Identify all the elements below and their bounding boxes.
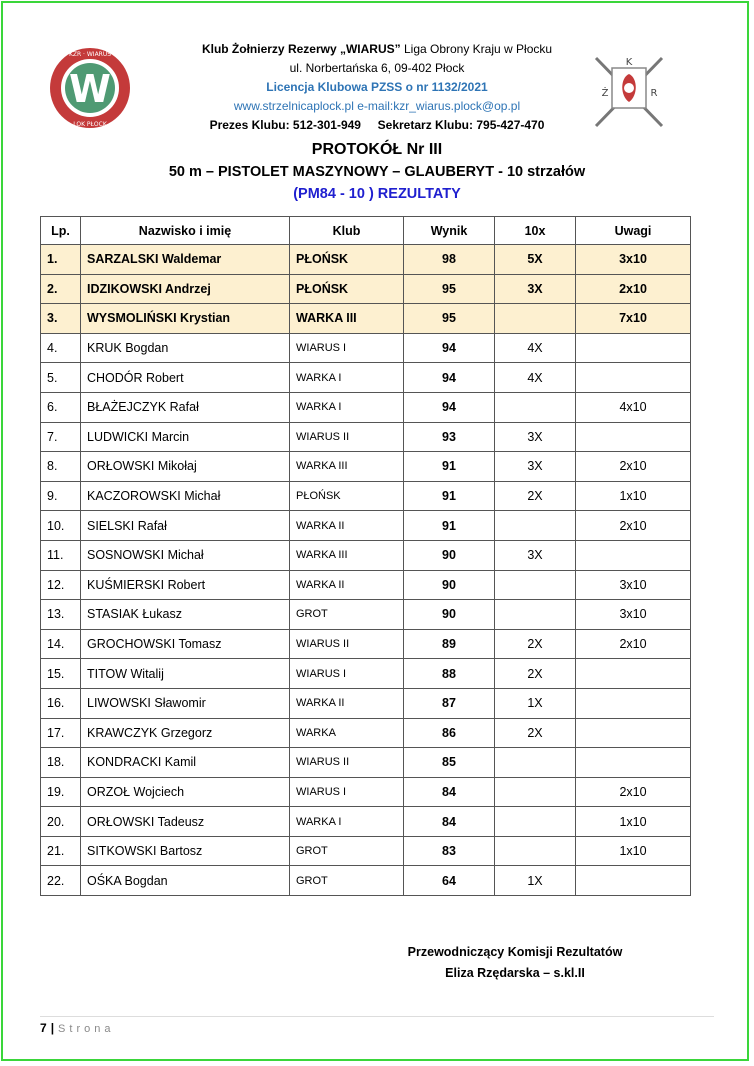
signature-person: Eliza Rzędarska – s.kl.II [445,966,585,980]
cell-notes: 7x10 [576,304,691,334]
cell-name: TITOW Witalij [81,659,290,689]
cell-lp: 13. [41,600,81,630]
cell-score: 89 [404,629,495,659]
cell-lp: 18. [41,748,81,778]
cell-club: PŁOŃSK [290,481,404,511]
table-row [41,748,691,778]
cell-notes [576,688,691,718]
cell-score: 91 [404,481,495,511]
cell-tens: 4X [495,363,576,393]
cell-score: 95 [404,304,495,334]
cell-notes: 1x10 [576,836,691,866]
cell-club: WARKA II [290,688,404,718]
cell-score: 90 [404,540,495,570]
cell-club: GROT [290,836,404,866]
table-row [41,836,691,866]
table-row [41,600,691,630]
table-row [41,392,691,422]
cell-tens: 3X [495,274,576,304]
page-footer [40,1016,714,1035]
cell-club: WIARUS I [290,659,404,689]
cell-name: KACZOROWSKI Michał [81,481,290,511]
cell-tens [495,748,576,778]
cell-tens [495,511,576,541]
cell-notes: 2x10 [576,511,691,541]
cell-score: 90 [404,600,495,630]
cell-score: 83 [404,836,495,866]
cell-score: 64 [404,866,495,896]
cell-name: LIWOWSKI Sławomir [81,688,290,718]
table-row [41,333,691,363]
cell-name: KUŚMIERSKI Robert [81,570,290,600]
header-name: Nazwisko i imię [81,217,290,245]
logo-letter: W [69,67,111,111]
cell-tens: 5X [495,245,576,275]
cell-notes: 4x10 [576,392,691,422]
table-row [41,452,691,482]
cell-lp: 16. [41,688,81,718]
cell-club: WARKA II [290,511,404,541]
cell-club: WARKA [290,718,404,748]
cell-name: OŚKA Bogdan [81,866,290,896]
club-license: Licencja Klubowa PZSS o nr 1132/2021 [266,80,488,94]
emblem-letter-k: K [625,57,633,68]
cell-tens: 3X [495,452,576,482]
results-title: (PM84 - 10 ) REZULTATY [293,186,461,202]
table-row [41,570,691,600]
cell-club: GROT [290,866,404,896]
footer-separator: | [50,1021,55,1035]
cell-lp: 10. [41,511,81,541]
signature-role: Przewodniczący Komisji Rezultatów [407,945,623,959]
cell-score: 86 [404,718,495,748]
cell-score: 98 [404,245,495,275]
cell-score: 85 [404,748,495,778]
cell-name: WYSMOLIŃSKI Krystian [81,304,290,334]
cell-tens: 2X [495,629,576,659]
cell-notes [576,540,691,570]
cell-name: SITKOWSKI Bartosz [81,836,290,866]
cell-name: BŁAŻEJCZYK Rafał [81,392,290,422]
cell-tens: 1X [495,688,576,718]
cell-lp: 22. [41,866,81,896]
club-address: ul. Norbertańska 6, 09-402 Płock [289,61,465,75]
results-table [40,216,691,896]
club-name: Klub Żołnierzy Rezerwy „WIARUS” [201,42,401,56]
cell-lp: 3. [41,304,81,334]
cell-club: WARKA III [290,452,404,482]
cell-tens: 1X [495,866,576,896]
cell-notes [576,718,691,748]
competition-title: 50 m – PISTOLET MASZYNOWY – GLAUBERYT - 10 strzałów [168,164,586,180]
protocol-title: PROTOKÓŁ Nr III [311,141,443,158]
cell-score: 90 [404,570,495,600]
table-row [41,688,691,718]
cell-notes: 2x10 [576,777,691,807]
cell-name: ORZOŁ Wojciech [81,777,290,807]
cell-club: WARKA I [290,363,404,393]
cell-club: WIARUS II [290,629,404,659]
cell-tens: 3X [495,540,576,570]
cell-name: LUDWICKI Marcin [81,422,290,452]
cell-club: WIARUS II [290,422,404,452]
header-lp: Lp. [41,217,81,245]
cell-name: ORŁOWSKI Mikołaj [81,452,290,482]
header-club: Klub [290,217,404,245]
cell-name: SIELSKI Rafał [81,511,290,541]
table-header-row [41,217,691,245]
cell-club: WARKA I [290,392,404,422]
header-notes: Uwagi [576,217,691,245]
table-row [41,245,691,275]
cell-name: KONDRACKI Kamil [81,748,290,778]
secretary-label: Sekretarz Klubu: [377,118,474,132]
cell-name: SOSNOWSKI Michał [81,540,290,570]
emblem-letter-r: R [650,88,658,99]
cell-club: WARKA II [290,570,404,600]
cell-lp: 7. [41,422,81,452]
cell-club: PŁOŃSK [290,274,404,304]
table-row [41,274,691,304]
cell-lp: 4. [41,333,81,363]
cell-score: 84 [404,807,495,837]
table-row [41,481,691,511]
cell-name: SARZALSKI Waldemar [81,245,290,275]
emblem-letter-z: Ż [601,88,609,99]
cell-tens [495,777,576,807]
cell-name: KRAWCZYK Grzegorz [81,718,290,748]
president-label: Prezes Klubu: [209,118,290,132]
cell-club: PŁOŃSK [290,245,404,275]
cell-lp: 19. [41,777,81,807]
cell-notes: 1x10 [576,807,691,837]
cell-lp: 5. [41,363,81,393]
cell-notes [576,333,691,363]
cell-tens [495,807,576,837]
table-row [41,629,691,659]
cell-lp: 20. [41,807,81,837]
cell-club: WIARUS II [290,748,404,778]
cell-name: CHODÓR Robert [81,363,290,393]
cell-notes [576,422,691,452]
table-row [41,540,691,570]
signature-block [0,942,754,984]
table-row [41,422,691,452]
cell-score: 94 [404,392,495,422]
table-row [41,363,691,393]
cell-tens [495,304,576,334]
cell-notes: 2x10 [576,452,691,482]
cell-tens [495,600,576,630]
cell-tens [495,392,576,422]
logo-ring-top-text: KZR · WIARUS [68,51,112,58]
cell-club: WIARUS I [290,333,404,363]
cell-lp: 12. [41,570,81,600]
header-tens: 10x [495,217,576,245]
cell-lp: 1. [41,245,81,275]
cell-lp: 14. [41,629,81,659]
table-row [41,718,691,748]
cell-name: GROCHOWSKI Tomasz [81,629,290,659]
cell-name: ORŁOWSKI Tadeusz [81,807,290,837]
secretary-phone: 795-427-470 [473,118,545,132]
cell-score: 91 [404,452,495,482]
cell-notes [576,659,691,689]
table-row [41,659,691,689]
cell-score: 94 [404,363,495,393]
page-number: 7 [40,1021,47,1035]
cell-notes: 2x10 [576,274,691,304]
president-phone: 512-301-949 [289,118,361,132]
club-contacts [0,116,754,135]
cell-score: 95 [404,274,495,304]
header-score: Wynik [404,217,495,245]
cell-tens [495,836,576,866]
cell-lp: 21. [41,836,81,866]
cell-tens: 3X [495,422,576,452]
cell-notes: 1x10 [576,481,691,511]
cell-tens: 2X [495,659,576,689]
cell-name: KRUK Bogdan [81,333,290,363]
cell-name: STASIAK Łukasz [81,600,290,630]
cell-score: 87 [404,688,495,718]
cell-notes: 3x10 [576,570,691,600]
cell-lp: 8. [41,452,81,482]
table-row [41,304,691,334]
cell-lp: 9. [41,481,81,511]
cell-notes [576,748,691,778]
logo-ring-bottom-text: LOK PŁOCK [73,121,107,128]
cell-club: WIARUS I [290,777,404,807]
cell-notes: 2x10 [576,629,691,659]
cell-lp: 15. [41,659,81,689]
cell-tens: 2X [495,718,576,748]
cell-score: 93 [404,422,495,452]
cell-club: WARKA III [290,540,404,570]
cell-score: 94 [404,333,495,363]
cell-notes [576,866,691,896]
cell-score: 88 [404,659,495,689]
cell-score: 84 [404,777,495,807]
cell-club: WARKA I [290,807,404,837]
cell-score: 91 [404,511,495,541]
cell-lp: 6. [41,392,81,422]
table-row [41,511,691,541]
cell-club: WARKA III [290,304,404,334]
cell-tens [495,570,576,600]
results-body [41,245,691,896]
club-web-email: www.strzelnicaplock.pl e-mail:kzr_wiarus.plock@op.pl [233,99,521,113]
cell-club: GROT [290,600,404,630]
cell-name: IDZIKOWSKI Andrzej [81,274,290,304]
page-word: Strona [58,1023,115,1035]
cell-notes: 3x10 [576,245,691,275]
cell-lp: 2. [41,274,81,304]
cell-lp: 17. [41,718,81,748]
document-header [0,40,754,205]
club-league: Liga Obrony Kraju w Płocku [400,42,553,56]
cell-notes: 3x10 [576,600,691,630]
cell-notes [576,363,691,393]
cell-tens: 4X [495,333,576,363]
cell-tens: 2X [495,481,576,511]
table-row [41,807,691,837]
table-row [41,777,691,807]
table-row [41,866,691,896]
cell-lp: 11. [41,540,81,570]
club-name-line [0,40,754,59]
